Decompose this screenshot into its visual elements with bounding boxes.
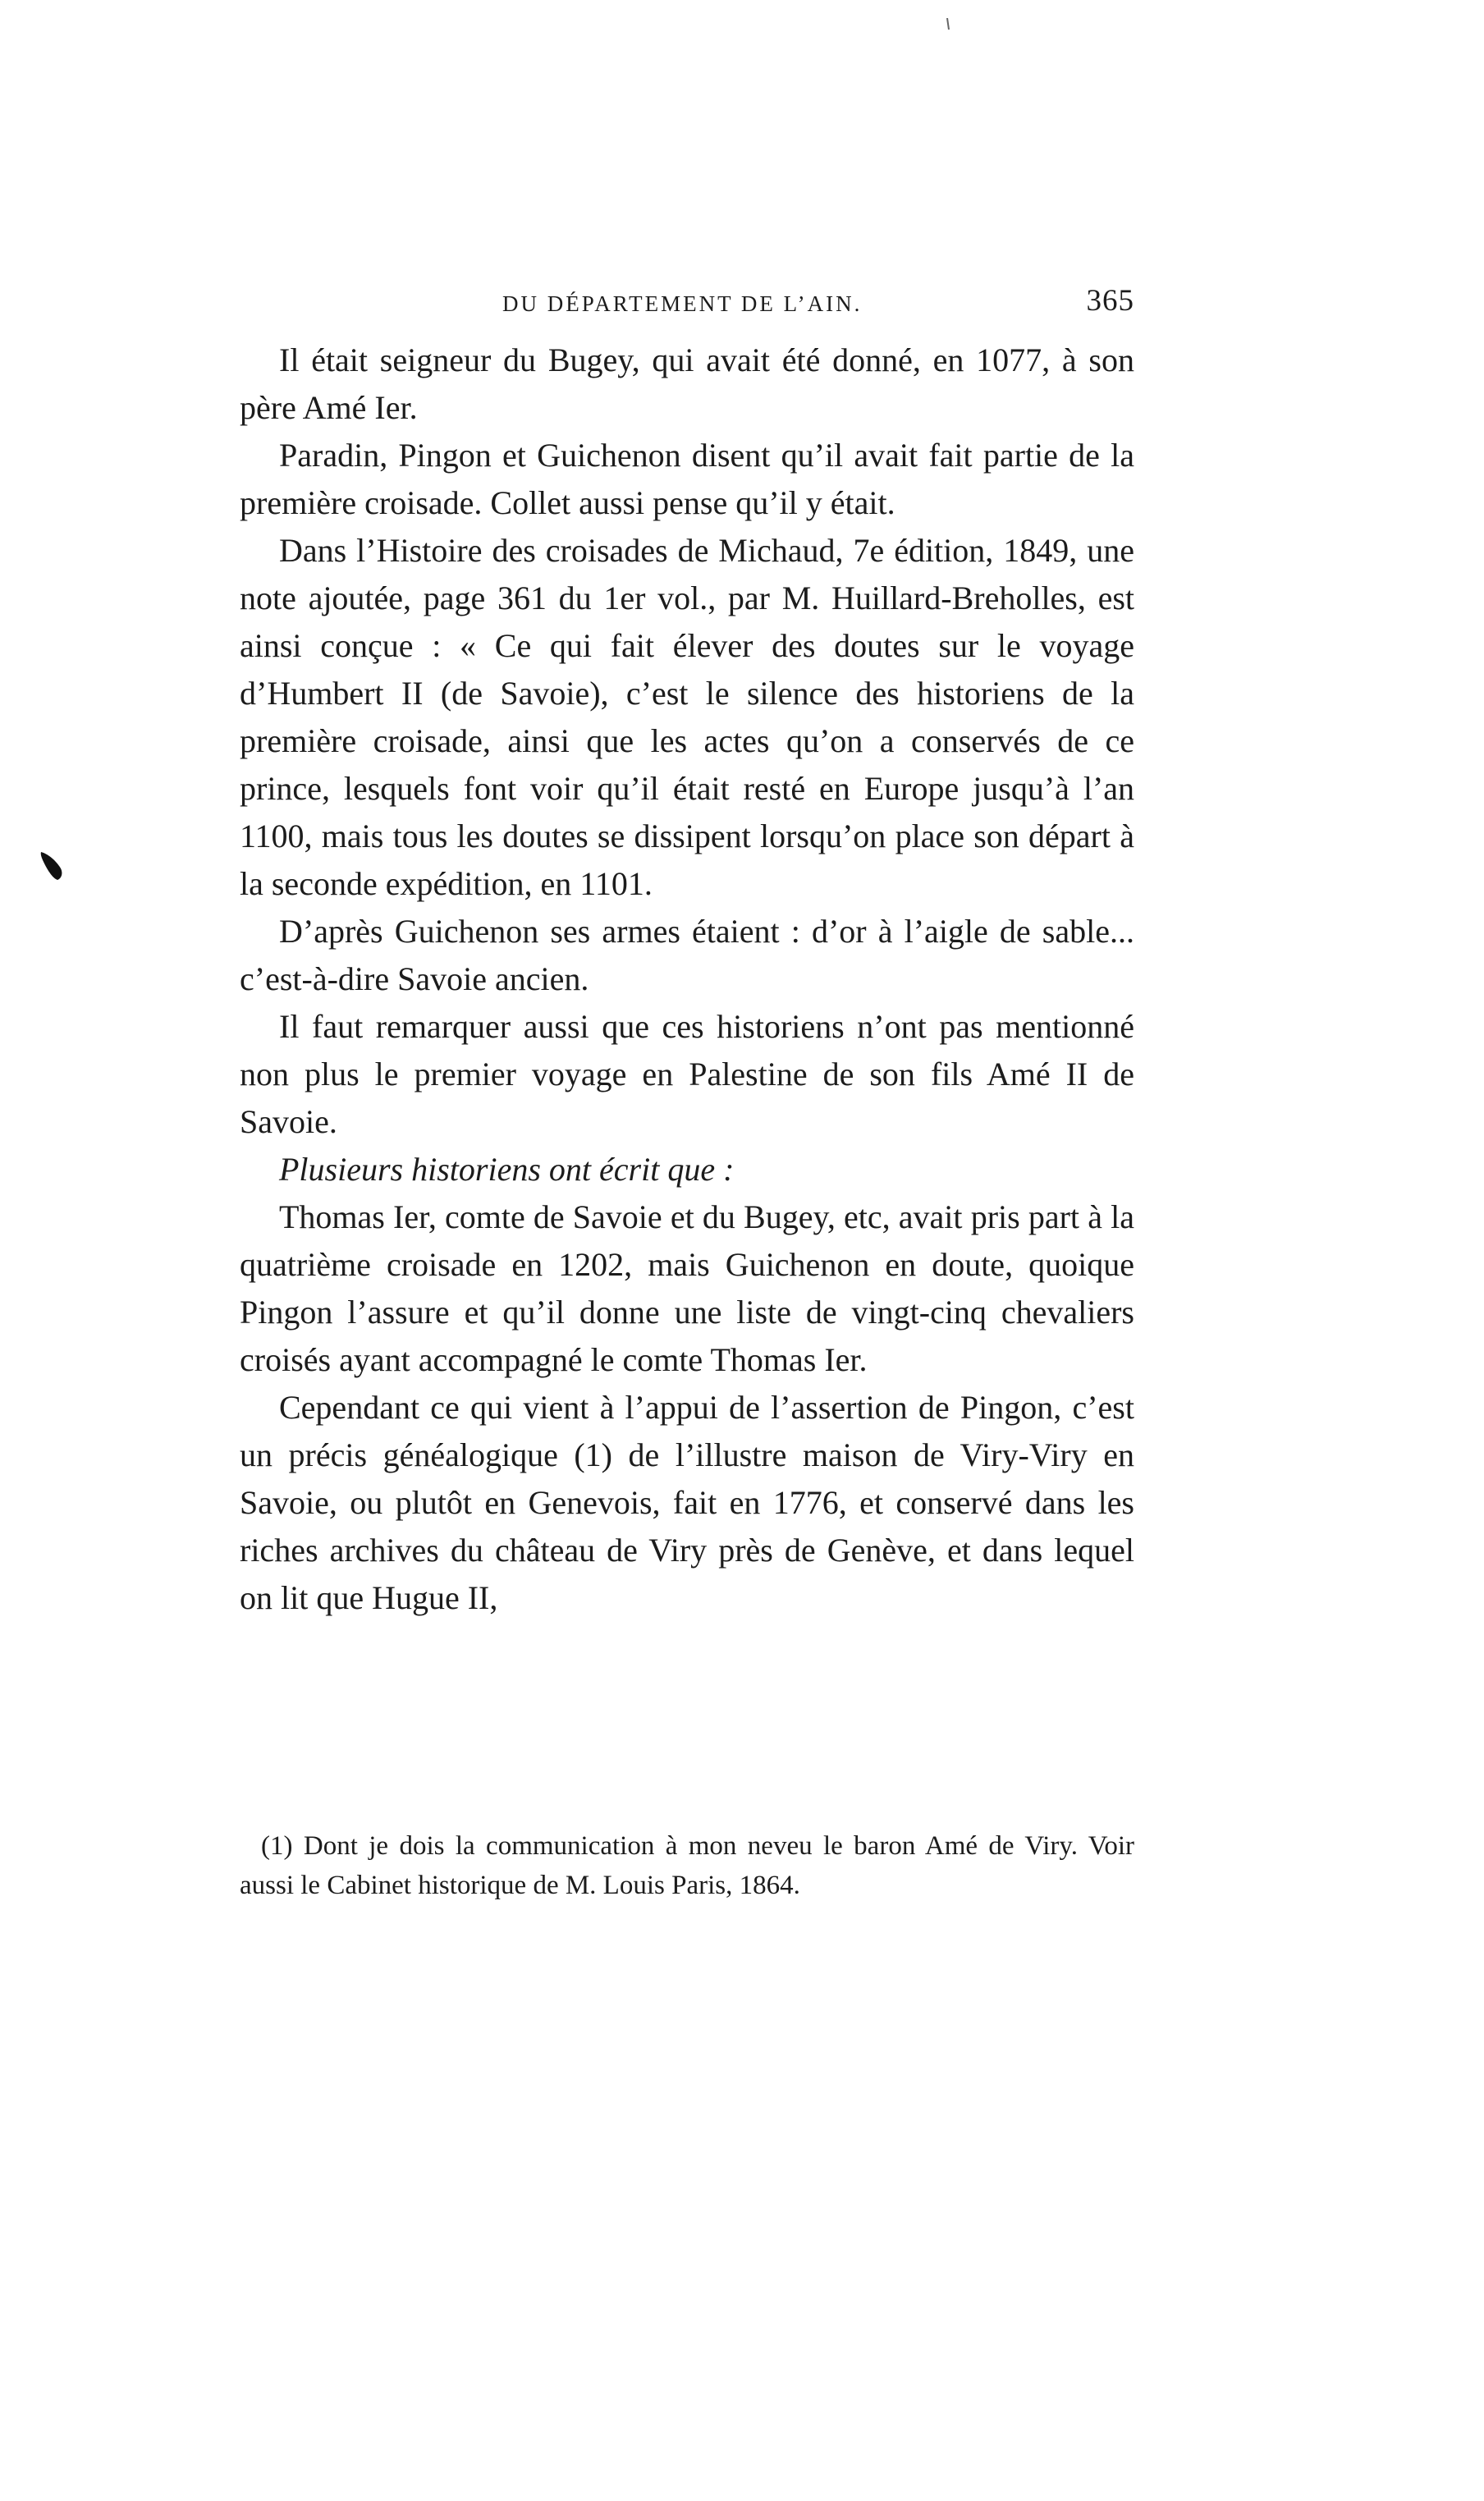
ink-blot: [39, 850, 64, 882]
paragraph: Paradin, Pingon et Guichenon disent qu’il avait fait partie de la première croisade. Collet aussi pense qu’il y était.: [240, 437, 1134, 521]
body-text: [240, 337, 1134, 1622]
paragraph: D’après Guichenon ses armes étaient : d’or à l’aigle de sable... c’est-à-dire Savoie ancien.: [240, 913, 1134, 997]
footnote: (1) Dont je dois la communication à mon neveu le baron Amé de Viry. Voir aussi le Cabinet historique de M. Louis Paris, 1864.: [240, 1831, 1134, 1900]
paragraph: Thomas Ier, comte de Savoie et du Bugey, etc, avait pris part à la quatrième croisade en 1202, mais Guichenon en doute, quoique Pingon l’assure et qu’il donne une liste de vingt-cinq chevaliers croisés ayant accompagné le comte Thomas Ier.: [240, 1198, 1134, 1378]
stray-mark-top: [946, 18, 950, 31]
running-title: DU DÉPARTEMENT DE L’AIN.: [502, 291, 863, 316]
paragraph: Il était seigneur du Bugey, qui avait été donné, en 1077, à son père Amé Ier.: [240, 341, 1134, 426]
paragraph: Cependant ce qui vient à l’appui de l’assertion de Pingon, c’est un précis généalogique (1) de l’illustre maison de Viry-Viry en Savoie, ou plutôt en Genevois, fait en 1776, et conservé dans les riches archives du château de Viry près de Genève, et dans lequel on lit que Hugue II,: [240, 1389, 1134, 1616]
footnotes: [240, 1826, 1134, 1905]
page-number: 365: [1086, 284, 1134, 318]
paragraph: Dans l’Histoire des croisades de Michaud, 7e édition, 1849, une note ajoutée, page 361 du 1er vol., par M. Huillard-Breholles, est ainsi conçue : « Ce qui fait élever des doutes sur le voyage d’Humbert II (de Savoie), c’est le silence des historiens de la première croisade, ainsi que les actes qu’on a conservés de ce prince, lesquels font voir qu’il était resté en Europe jusqu’à l’an 1100, mais tous les doutes se dissipent lorsqu’on place son départ à la seconde expédition, en 1101.: [240, 532, 1134, 902]
paragraph: Il faut remarquer aussi que ces historiens n’ont pas mentionné non plus le premier voyage en Palestine de son fils Amé II de Savoie.: [240, 1008, 1134, 1140]
running-head: [240, 283, 1134, 324]
paragraph: Plusieurs historiens ont écrit que :: [279, 1151, 735, 1188]
